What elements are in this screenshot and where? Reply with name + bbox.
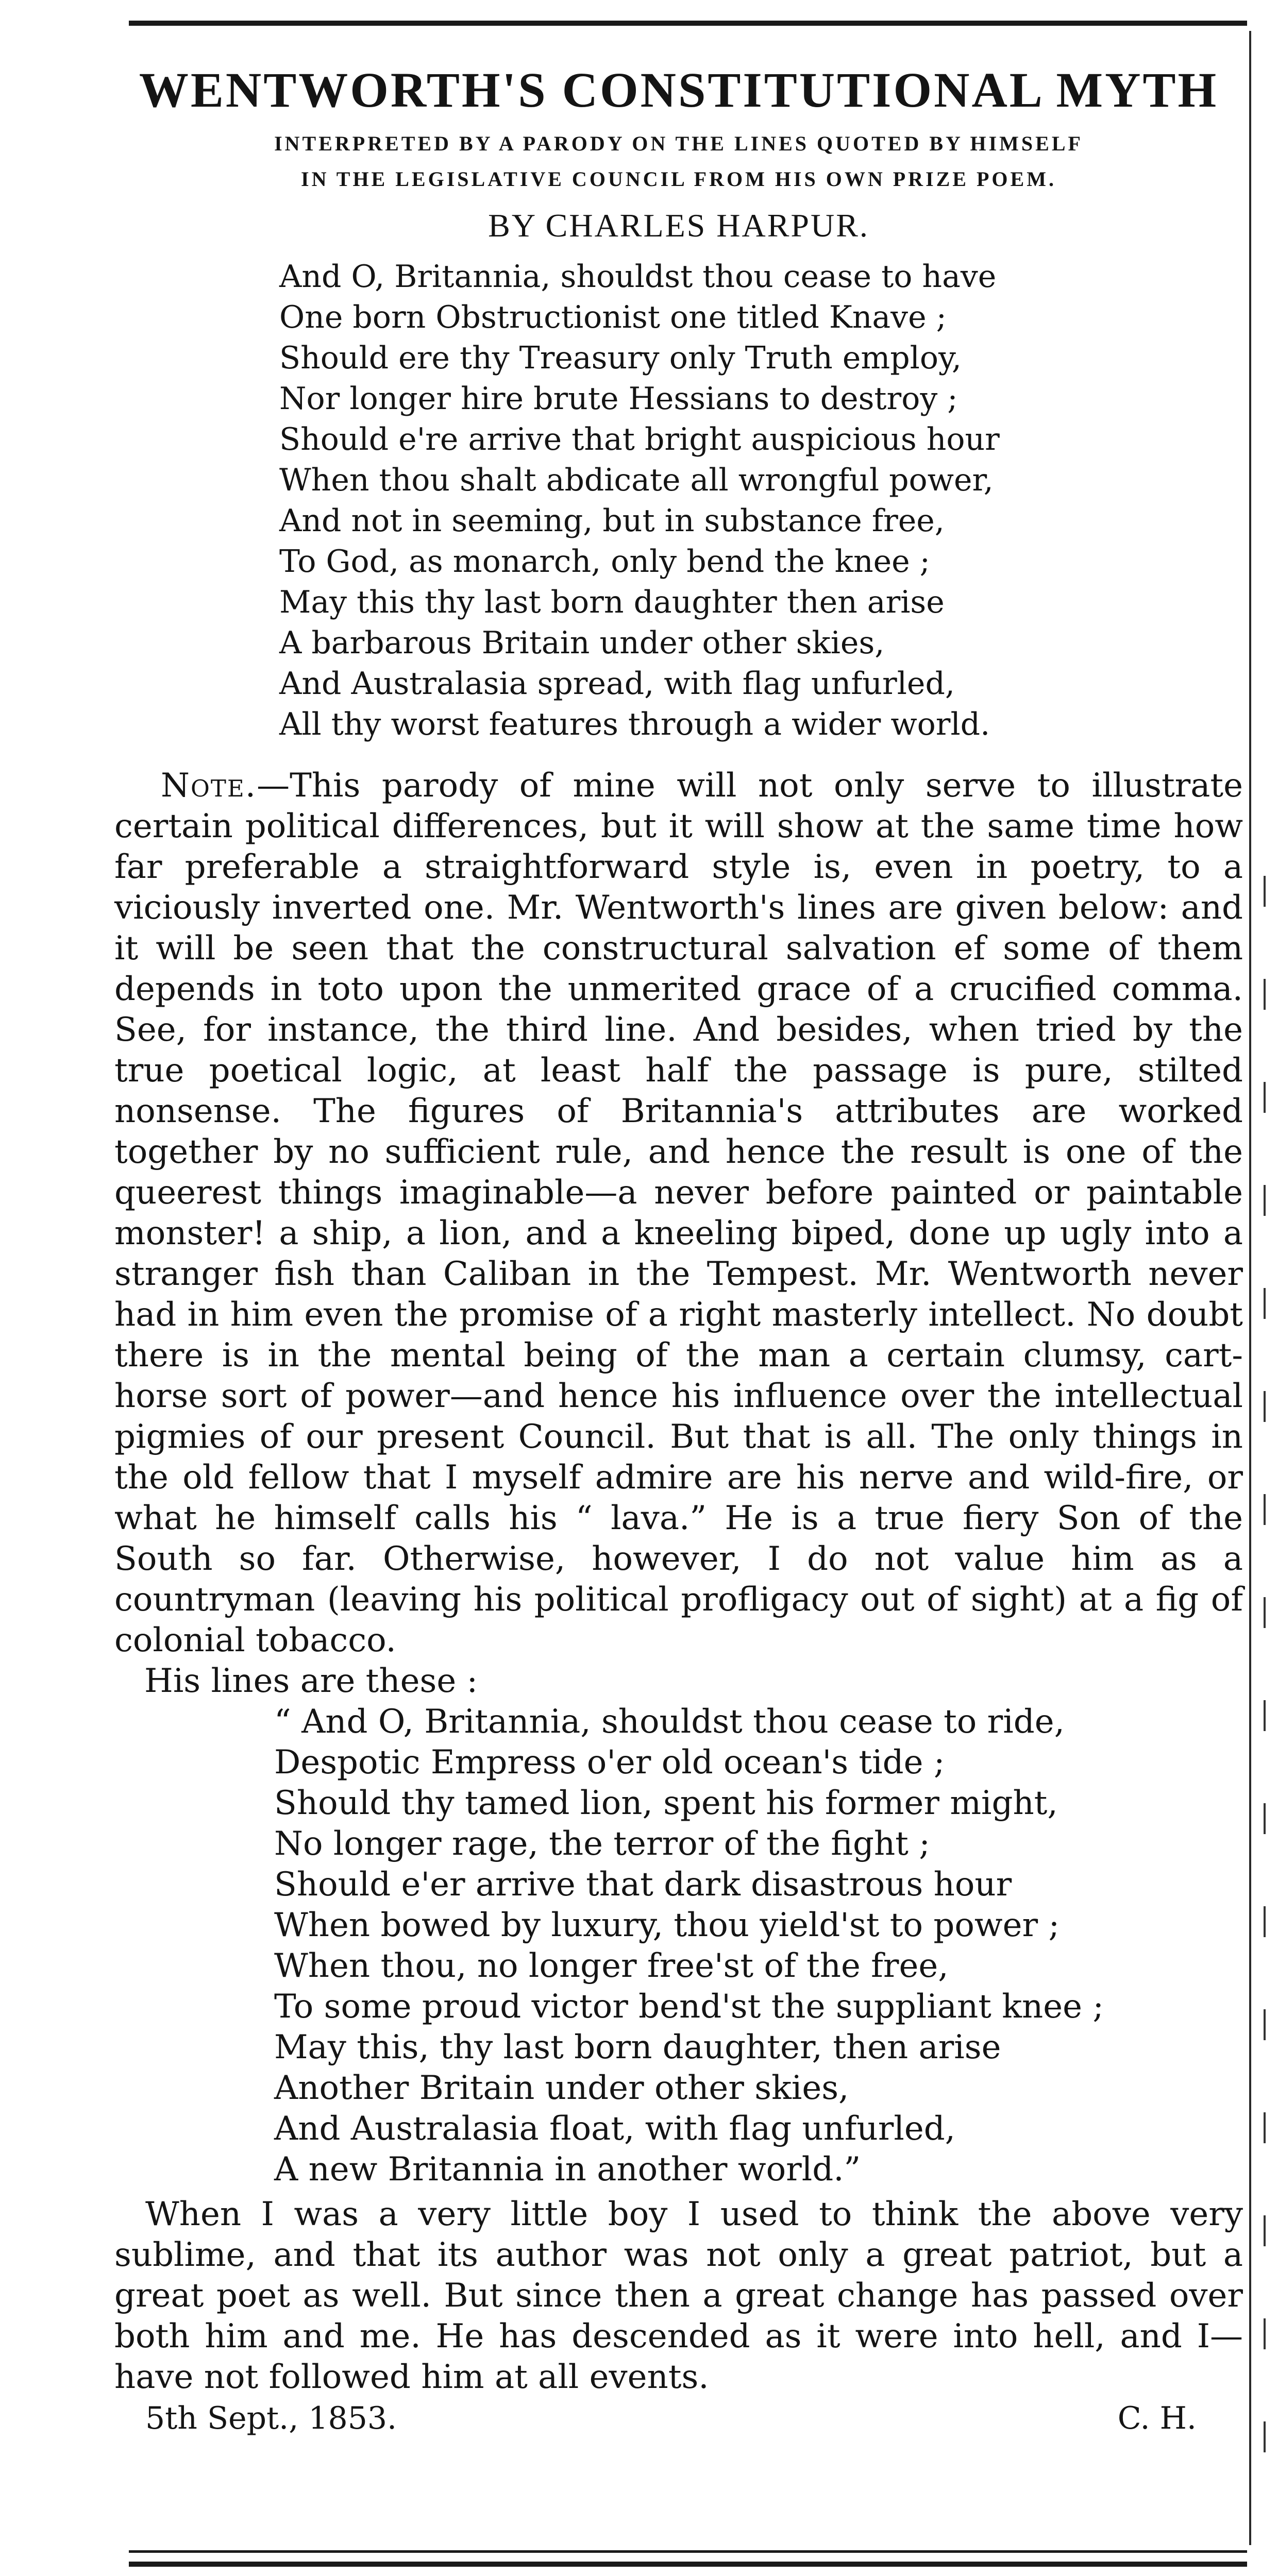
poem-line: Should thy tamed lion, spent his former might,: [274, 1784, 1058, 1822]
parody-poem: [279, 257, 1243, 745]
poem-line: Should ere thy Treasury only Truth employ,: [279, 340, 962, 376]
dateline: 5th Sept., 1853.: [145, 2400, 397, 2436]
poem-line: “ And O, Britannia, shouldst thou cease to ride,: [274, 1703, 1065, 1741]
poem-line: And not in seeming, but in substance free,: [279, 503, 945, 539]
poem-line: No longer rage, the terror of the fight ;: [274, 1825, 930, 1863]
author-initials: C. H.: [1117, 2400, 1197, 2436]
poem-line: When thou, no longer free'st of the free,: [274, 1947, 949, 1985]
poem-line: To some proud victor bend'st the suppliant knee ;: [274, 1988, 1104, 2026]
column-divider-rule: [1249, 31, 1251, 2545]
poem-line: Nor longer hire brute Hessians to destroy ;: [279, 381, 958, 417]
note-paragraph: [114, 766, 1243, 1661]
original-poem: [274, 1702, 1243, 2190]
article-title: WENTWORTH'S CONSTITUTIONAL MYTH: [139, 62, 1219, 117]
poem-line: And Australasia float, with flag unfurled,: [274, 2110, 955, 2148]
signoff: [114, 2398, 1243, 2439]
closing-paragraph: When I was a very little boy I used to think the above very sublime, and that its author was not only a great patriot, but a great poet as well. But since then a great change has passed over both him and me. He has descended as it were into hell, and I—have not followed him at all events.: [114, 2195, 1243, 2396]
bottom-rule-thick: [129, 2562, 1247, 2567]
top-double-rule: [129, 21, 1247, 26]
poem-line: Despotic Empress o'er old ocean's tide ;: [274, 1743, 945, 1782]
poem-line: Should e'er arrive that dark disastrous hour: [274, 1866, 1012, 1904]
poem-line: And Australasia spread, with flag unfurled,: [279, 666, 955, 702]
article-subtitle-line-2: IN THE LEGISLATIVE COUNCIL FROM HIS OWN PRIZE POEM.: [301, 167, 1056, 191]
poem-line: Another Britain under other skies,: [274, 2069, 849, 2107]
poem-line: When bowed by luxury, thou yield'st to power ;: [274, 1906, 1060, 1944]
poem-line: A barbarous Britain under other skies,: [279, 625, 885, 661]
editorial-note: [114, 766, 1243, 1661]
poem-line: All thy worst features through a wider world.: [279, 706, 990, 742]
poem-line: To God, as monarch, only bend the knee ;: [279, 544, 930, 580]
poem-line: When thou shalt abdicate all wrongful power,: [279, 462, 994, 498]
note-body: —This parody of mine will not only serve to illustrate certain political differences, but it will show at the same time how far preferable a straightforward style is, even in poetry, to a viciously inverted one. Mr. Wentworth's lines are given below: and it will be seen that the constructural salvation ef some of them depends in toto upon the unmerited grace of a crucified comma. See, for instance, the third line. And besides, when tried by the true poetical logic, at least half the passage is pure, stilted nonsense. The figures of Britannia's attributes are worked together by no sufficient rule, and hence the result is one of the queerest things imaginable—a never before painted or paintable monster! a ship, a lion, and a kneeling biped, done up ugly into a stranger fish than Caliban in the Tempest. Mr. Wentworth never had in him even the promise of a right masterly intellect. No doubt there is in the mental being of the man a certain clumsy, cart-horse sort of power—and hence his influence over the intellectual pigmies of our present Council. But that is all. The only things in the old fellow that I myself admire are his nerve and wild-fire, or what he himself calls his “ lava.” He is a true fiery Son of the South so far. Otherwise, however, I do not value him as a countryman (leaving his political profligacy out of sight) at a fig of colonial tobacco.: [114, 767, 1243, 1659]
byline: BY CHARLES HARPUR.: [488, 207, 869, 244]
poem-line: May this, thy last born daughter, then arise: [274, 2028, 1001, 2066]
bottom-rule-thin: [129, 2550, 1247, 2553]
article-column: [114, 57, 1243, 2439]
poem-line: May this thy last born daughter then arise: [279, 584, 945, 620]
poem-line: A new Britannia in another world.”: [274, 2150, 861, 2189]
poem-line: And O, Britannia, shouldst thou cease to have: [279, 259, 997, 295]
adjacent-column-fragment: [1264, 876, 1278, 2524]
note-label: Note.: [161, 767, 257, 805]
poem-line: Should e're arrive that bright auspicious hour: [279, 421, 1000, 457]
poem-line: One born Obstructionist one titled Knave ;: [279, 299, 947, 335]
article-subtitle-line-1: INTERPRETED BY A PARODY ON THE LINES QUOTED BY HIMSELF: [274, 132, 1083, 155]
lines-intro: His lines are these :: [144, 1662, 478, 1700]
